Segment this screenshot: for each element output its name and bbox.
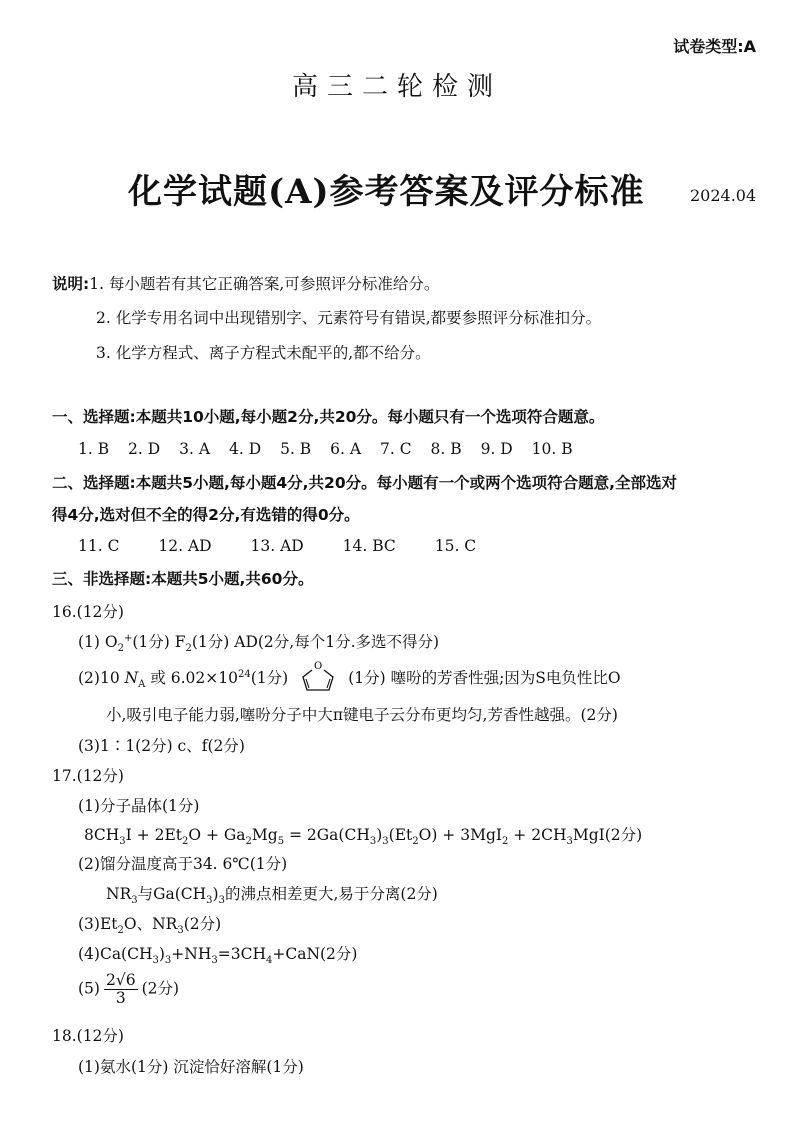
section2-heading-1: 二、选择题:本题共5小题,每小题4分,共20分。每小题有一个或两个选项符合题意,全部选对 — [52, 474, 678, 492]
section2-answers — [78, 537, 510, 555]
paper-type: 试卷类型:A — [673, 37, 756, 56]
note-1: 说明:1. 每小题若有其它正确答案,可参照评分标准给分。 — [52, 275, 440, 293]
exam-date: 2024.04 — [690, 186, 757, 205]
q17-part1: (1)分子晶体(1分) — [78, 797, 200, 815]
fraction: $\frac{2√6}{3}$ — [105, 971, 136, 1008]
answer-item: 15. C — [434, 537, 477, 555]
q17-part2b: $NR_3$与$Ga(CH_3)_3$的沸点相差更大,易于分离(2分) — [106, 885, 438, 907]
q16-title: 16.(12分) — [52, 603, 124, 621]
q16-part1: (1) $O_2^+(1$分) $F_2(1$分) AD(2分,每个1分.多选不得分) — [78, 632, 440, 655]
q17-part2: (2)馏分温度高于34. 6℃(1分) — [78, 855, 288, 873]
svg-text:O: O — [314, 661, 323, 672]
answer-item: 10. B — [531, 440, 573, 458]
answer-item: 7. C — [380, 440, 412, 458]
answer-item: 5. B — [280, 440, 312, 458]
answer-item: 1. B — [78, 440, 110, 458]
section2-heading-2: 得4分,选对但不全的得2分,有选错的得0分。 — [52, 506, 360, 524]
answer-item: 2. D — [128, 440, 161, 458]
section1-heading: 一、选择题:本题共10小题,每小题2分,共20分。每小题只有一个选项符合题意。 — [52, 408, 605, 426]
note-3: 3. 化学方程式、离子方程式未配平的,都不给分。 — [96, 344, 431, 362]
answer-item: 8. B — [430, 440, 462, 458]
section1-answers — [78, 440, 587, 458]
answer-item: 11. C — [78, 537, 120, 555]
q17-title: 17.(12分) — [52, 767, 124, 785]
q17-equation: $8CH_3I + 2Et_2O + Ga_2Mg_5 = 2Ga(CH_3)_3(Et_2O) + 3MgI_2 + 2CH_3MgI(2$分) — [84, 826, 643, 848]
q17-part5: (5) $\frac{2√6}{3}$ (2分) — [78, 971, 180, 1008]
q16-part2: (2)10 $N_A$ 或 $6.02\times 10^{24}(1$分) O (1分) 噻吩的芳香性强;因为S电负性比O — [78, 660, 621, 698]
note-2: 2. 化学专用名词中出现错别字、元素符号有错误,都要参照评分标准扣分。 — [96, 309, 602, 327]
answer-item: 4. D — [229, 440, 262, 458]
answer-item: 12. AD — [158, 537, 212, 555]
q16-part2-cont: 小,吸引电子能力弱,噻吩分子中大π键电子云分布更均匀,芳香性越强。(2分) — [106, 706, 618, 724]
answer-item: 6. A — [330, 440, 362, 458]
answer-item: 9. D — [480, 440, 513, 458]
q17-part4: $(4)Ca(CH_3)_3+NH_3=3CH_4+CaN(2$分) — [78, 945, 358, 967]
main-title: 化学试题(A)参考答案及评分标准 — [128, 172, 645, 212]
answer-item: 14. BC — [342, 537, 396, 555]
q16-part3: (3)1∶1(2分) c、f(2分) — [78, 737, 245, 755]
q17-part3: $(3)Et_2O$、$NR_3(2$分) — [78, 915, 222, 937]
q18-part1: (1)氨水(1分) 沉淀恰好溶解(1分) — [78, 1058, 304, 1076]
furan-structure-icon — [296, 660, 340, 698]
top-title: 高三二轮检测 — [291, 72, 502, 102]
answer-item: 13. AD — [250, 537, 304, 555]
section3-heading: 三、非选择题:本题共5小题,共60分。 — [52, 570, 314, 588]
answer-item: 3. A — [179, 440, 211, 458]
note-label: 说明: — [52, 275, 90, 293]
q18-title: 18.(12分) — [52, 1027, 124, 1045]
